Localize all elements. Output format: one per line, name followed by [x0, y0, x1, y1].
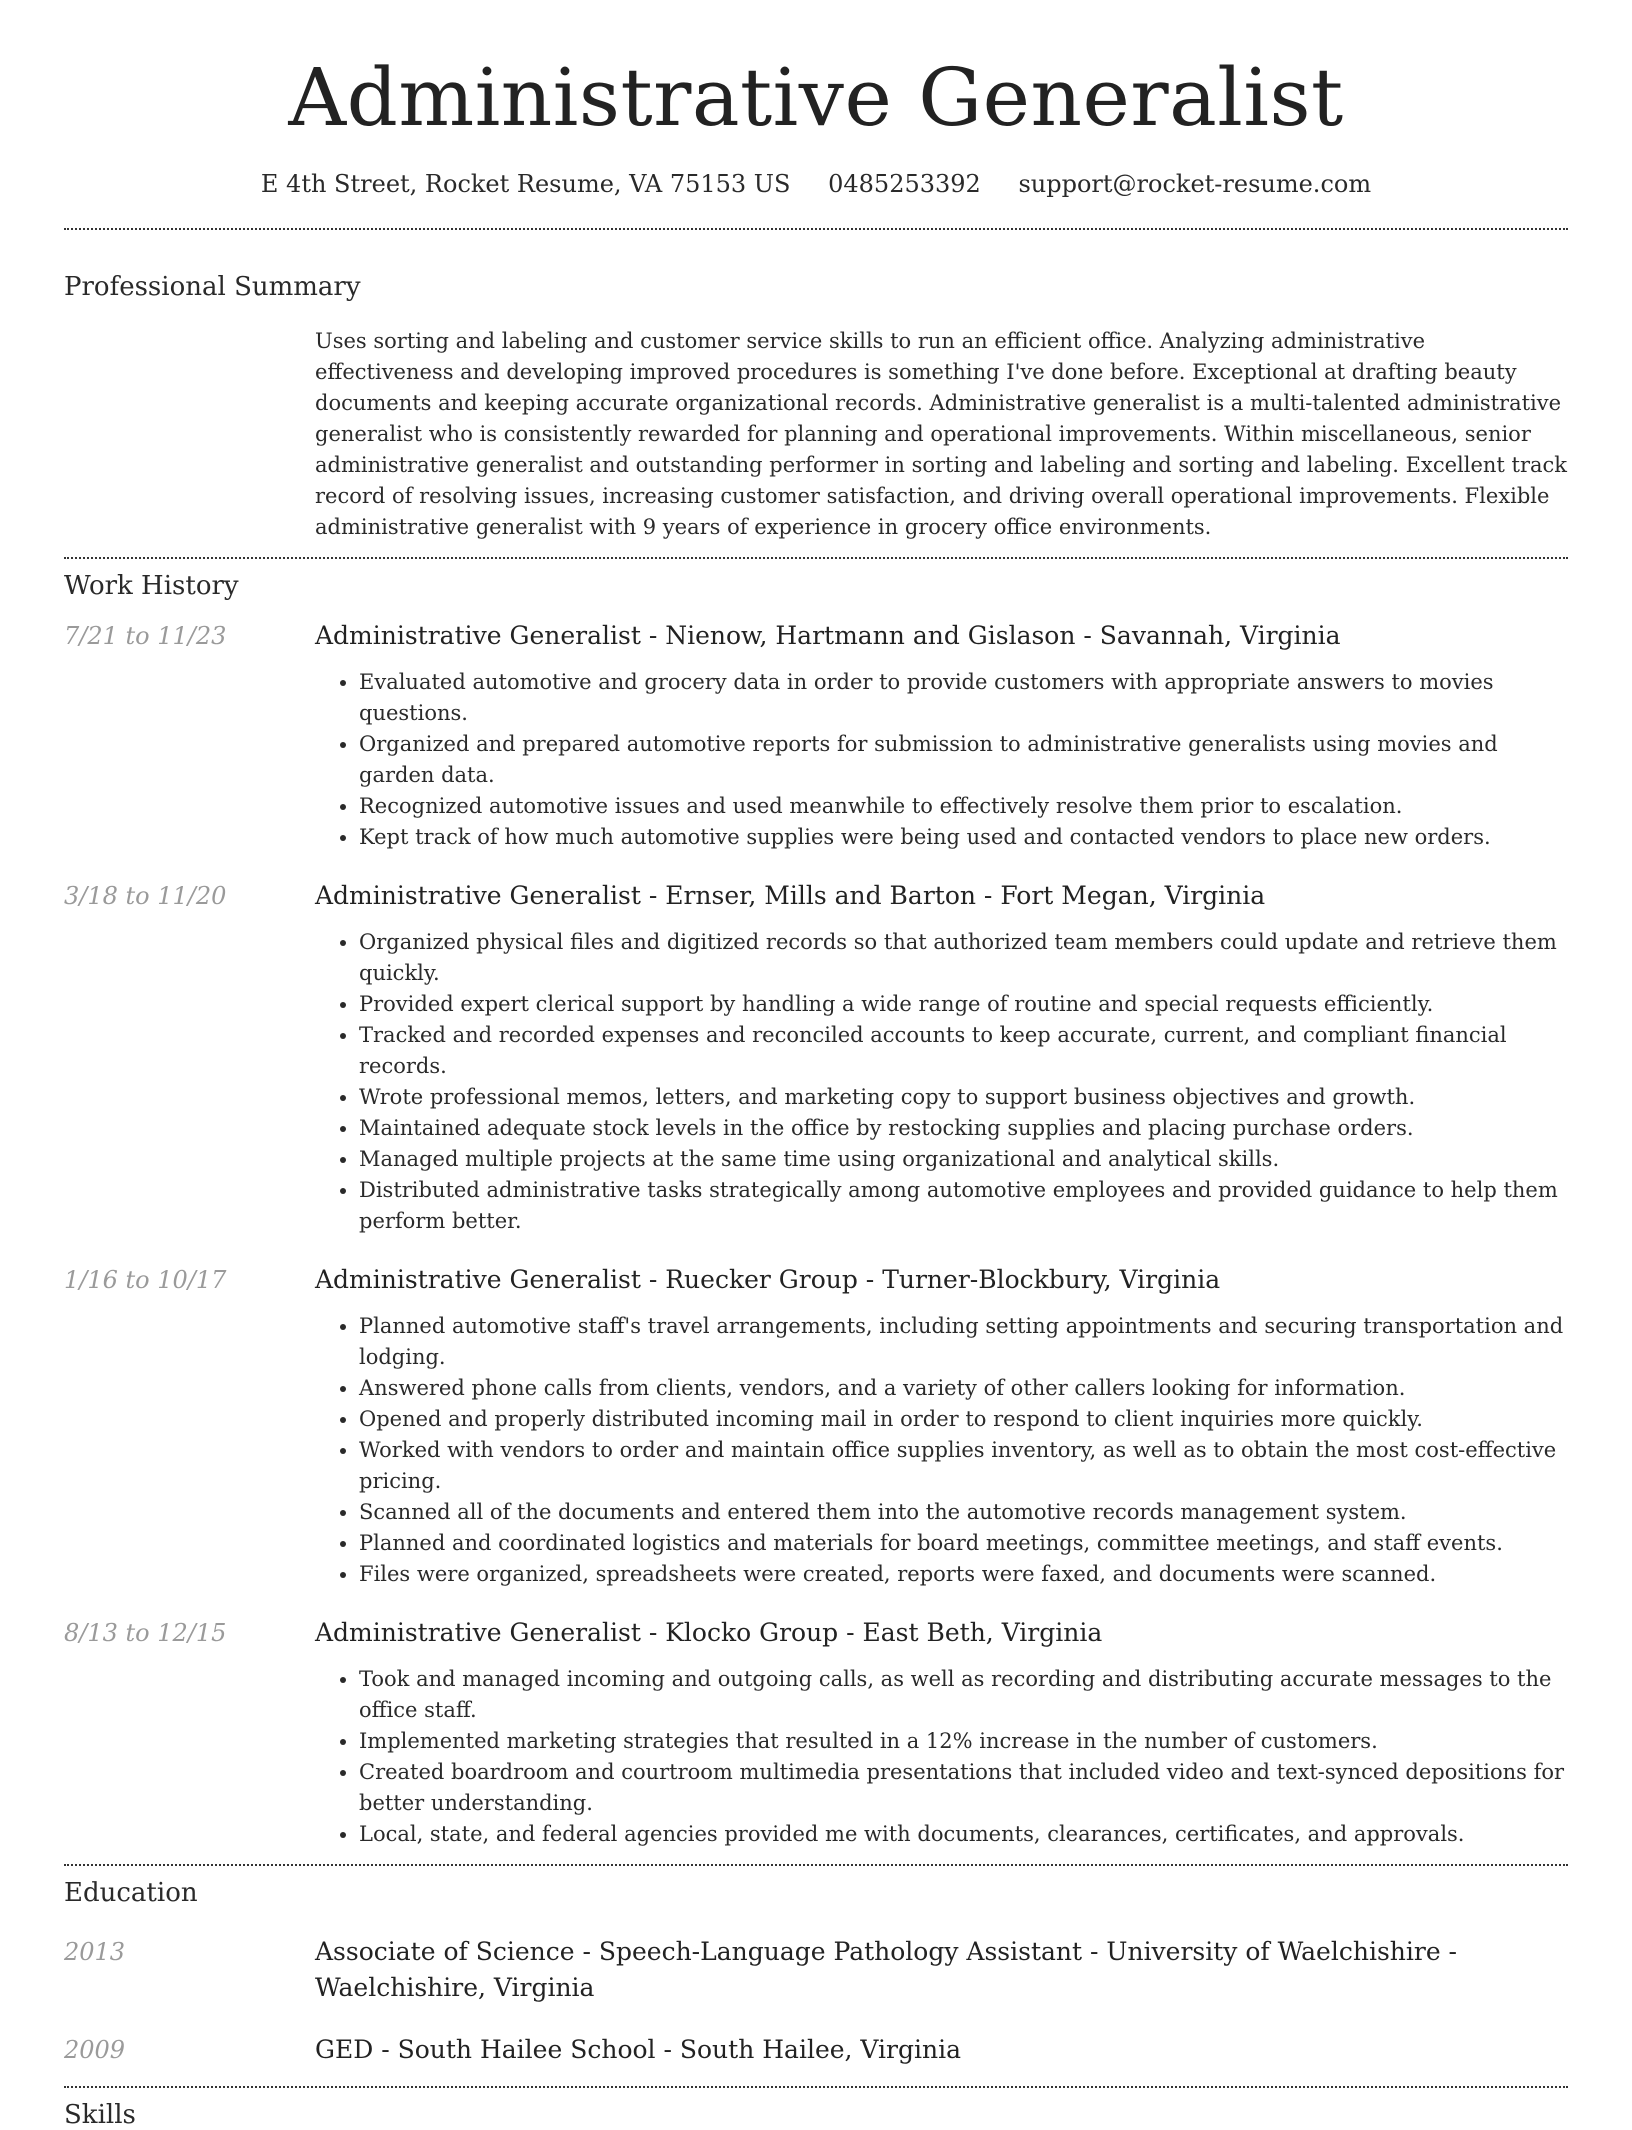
job-body [315, 1616, 1568, 1850]
job-title: Administrative Generalist - Ruecker Group - Turner-Blockbury, Virginia [315, 1265, 1221, 1294]
job-bullet: • Planned automotive staff's travel arrangements, including setting appointments and securing transportation and lodging. [359, 1311, 1568, 1373]
job-bullet: • Implemented marketing strategies that resulted in a 12% increase in the number of customers. [359, 1726, 1568, 1757]
contact-email: support@rocket-resume.com [1018, 170, 1372, 198]
job-bullet: • Scanned all of the documents and entered them into the automotive records management system. [359, 1497, 1568, 1528]
skills-section [64, 2100, 1568, 2130]
education-date: 2009 [64, 2036, 126, 2064]
job-bullets [315, 1664, 1568, 1850]
job-body [315, 879, 1568, 1237]
job-date: 3/18 to 11/20 [64, 882, 227, 910]
work-history-heading: Work History [64, 571, 239, 601]
work-divider [64, 1864, 1568, 1866]
contact-info [64, 170, 1568, 198]
skills-heading: Skills [64, 2100, 136, 2130]
education-text: Associate of Science - Speech-Language Pathology Assistant - University of Waelchishire - Waelchishire, Virginia [315, 1937, 1458, 2002]
job-date: 1/16 to 10/17 [64, 1266, 227, 1294]
job-bullet: • Planned and coordinated logistics and materials for board meetings, committee meetings, and staff events. [359, 1528, 1568, 1559]
job-bullet: • Files were organized, spreadsheets were created, reports were faxed, and documents were scanned. [359, 1559, 1568, 1590]
job-bullet: • Organized and prepared automotive reports for submission to administrative generalists using movies and garden data. [359, 729, 1568, 791]
education-divider [64, 2086, 1568, 2088]
work-history-section [64, 571, 1568, 1850]
job-bullet: • Local, state, and federal agencies provided me with documents, clearances, certificates, and approvals. [359, 1819, 1568, 1850]
summary-section [64, 272, 1568, 543]
job-bullet: • Maintained adequate stock levels in the office by restocking supplies and placing purchase orders. [359, 1113, 1568, 1144]
job-bullets [315, 927, 1568, 1237]
contact-phone: 0485253392 [828, 170, 981, 198]
job-bullet: • Managed multiple projects at the same time using organizational and analytical skills. [359, 1144, 1568, 1175]
job-entry [64, 1616, 1568, 1850]
job-bullet: • Opened and properly distributed incoming mail in order to respond to client inquiries more quickly. [359, 1404, 1568, 1435]
job-body [315, 619, 1568, 853]
job-bullet: • Wrote professional memos, letters, and marketing copy to support business objectives and growth. [359, 1082, 1568, 1113]
job-bullet: • Took and managed incoming and outgoing calls, as well as recording and distributing accurate messages to the office staff. [359, 1664, 1568, 1726]
summary-divider [64, 557, 1568, 559]
summary-text: Uses sorting and labeling and customer service skills to run an efficient office. Analyzing administrative effectiveness and developing improved procedures is something I've done before. Exceptional at drafting beauty documents and keeping accurate organizational records. Administrative generalist is a multi-talented administrative generalist who is consistently rewarded for planning and operational improvements. Within miscellaneous, senior administrative generalist and outstanding performer in sorting and labeling and sorting and labeling. Excellent track record of resolving issues, increasing customer satisfaction, and driving overall operational improvements. Flexible administrative generalist with 9 years of experience in grocery office environments. [315, 329, 1567, 539]
job-bullet: • Distributed administrative tasks strategically among automotive employees and provided guidance to help them perform better. [359, 1175, 1568, 1237]
education-entry [64, 2032, 1568, 2068]
job-entry [64, 879, 1568, 1237]
resume-header [64, 0, 1568, 198]
education-section [64, 1878, 1568, 2068]
education-text: GED - South Hailee School - South Hailee, Virginia [315, 2035, 961, 2064]
job-title: Administrative Generalist - Klocko Group - East Beth, Virginia [315, 1618, 1103, 1647]
job-bullet: • Organized physical files and digitized records so that authorized team members could update and retrieve them quickly. [359, 927, 1568, 989]
candidate-name: Administrative Generalist [288, 51, 1344, 144]
summary-heading: Professional Summary [64, 272, 361, 302]
job-bullet: • Answered phone calls from clients, vendors, and a variety of other callers looking for information. [359, 1373, 1568, 1404]
job-bullets [315, 1311, 1568, 1590]
education-date: 2013 [64, 1938, 126, 1966]
header-divider [64, 228, 1568, 230]
job-entry [64, 619, 1568, 853]
education-heading: Education [64, 1878, 198, 1908]
job-date: 8/13 to 12/15 [64, 1619, 227, 1647]
education-entry [64, 1934, 1568, 2006]
job-title: Administrative Generalist - Nienow, Hartmann and Gislason - Savannah, Virginia [315, 621, 1341, 650]
contact-address: E 4th Street, Rocket Resume, VA 75153 US [260, 170, 791, 198]
job-date: 7/21 to 11/23 [64, 622, 227, 650]
job-bullet: • Provided expert clerical support by handling a wide range of routine and special requests efficiently. [359, 989, 1568, 1020]
job-entry [64, 1263, 1568, 1590]
job-bullet: • Tracked and recorded expenses and reconciled accounts to keep accurate, current, and compliant financial records. [359, 1020, 1568, 1082]
job-bullet: • Created boardroom and courtroom multimedia presentations that included video and text-synced depositions for better understanding. [359, 1757, 1568, 1819]
job-title: Administrative Generalist - Ernser, Mills and Barton - Fort Megan, Virginia [315, 881, 1266, 910]
job-bullets [315, 667, 1568, 853]
job-bullet: • Kept track of how much automotive supplies were being used and contacted vendors to place new orders. [359, 822, 1568, 853]
job-bullet: • Recognized automotive issues and used meanwhile to effectively resolve them prior to escalation. [359, 791, 1568, 822]
job-bullet: • Evaluated automotive and grocery data in order to provide customers with appropriate answers to movies questions. [359, 667, 1568, 729]
job-bullet: • Worked with vendors to order and maintain office supplies inventory, as well as to obtain the most cost-effective pricing. [359, 1435, 1568, 1497]
job-body [315, 1263, 1568, 1590]
